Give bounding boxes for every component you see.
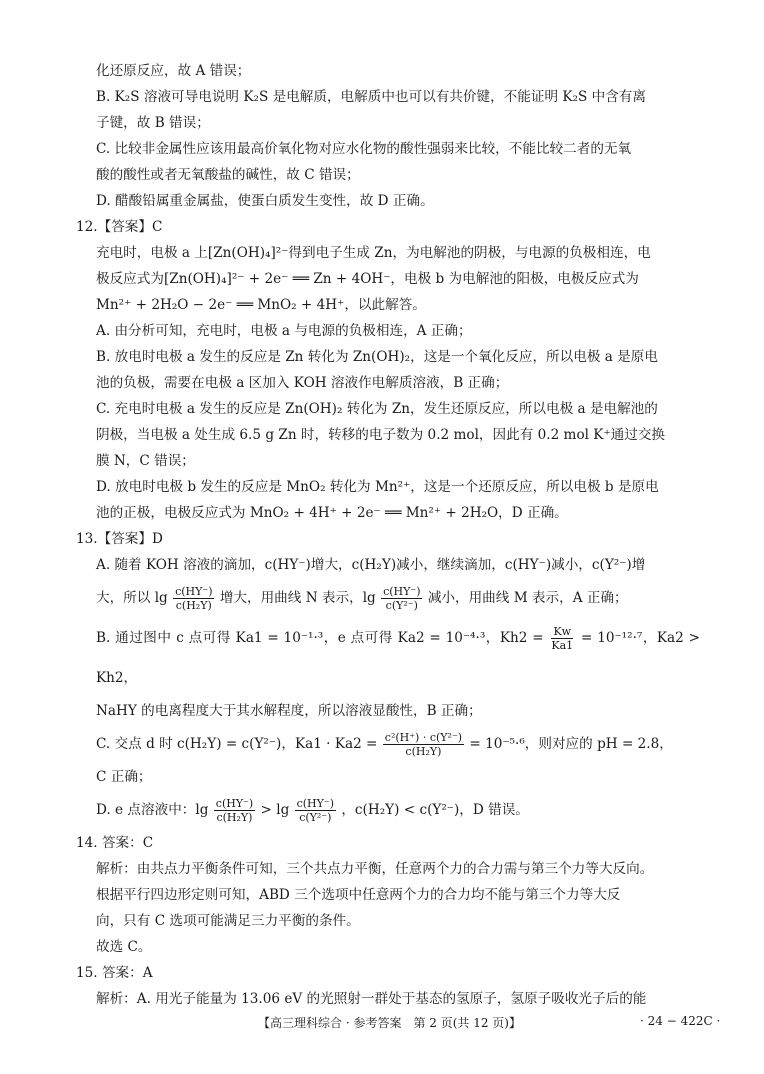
- q13-option-a: A. 随着 KOH 溶液的滴加，c(HY⁻)增大，c(H₂Y)减小，继续滴加，c(HY⁻)减小，c(Y²⁻)增: [96, 557, 646, 573]
- fraction: $\frac{c(HY^-)}{\text{c(H₂Y)}}$: [175, 585, 213, 612]
- fraction: $\frac{\text{c²(H⁺) · c(Y²⁻)}}{\text{c(H₂Y)}}$: [384, 731, 463, 758]
- q12-option-a: A. 由分析可知，充电时，电极 a 与电源的负极相连，A 正确；: [96, 323, 472, 339]
- q13-option-b: NaHY 的电离程度大于其水解程度，所以溶液显酸性，B 正确；: [96, 703, 482, 719]
- q12-option-c: 阴极，当电极 a 处生成 6.5 g Zn 时，转移的电子数为 0.2 mol，因此有 0.2 mol K⁺通过交换: [96, 427, 666, 443]
- q11-line: D. 醋酸铅属重金属盐，使蛋白质发生变性，故 D 正确。: [96, 193, 434, 209]
- q11-line: 酸的酸性或者无氧酸盐的碱性，故 C 错误；: [96, 167, 360, 183]
- fraction: $\frac{Kw}{Ka1}$: [551, 625, 574, 652]
- q12-option-b: 池的负极，需要在电极 a 区加入 KOH 溶液作电解质溶液，B 正确；: [96, 375, 509, 391]
- q13-option-c: C 正确；: [96, 769, 152, 785]
- q13-option-c: C. 交点 d 时 c(H₂Y) = c(Y²⁻)，Ka1 · Ka2 = $\frac{\text{c²(H⁺) · c(Y²⁻)}}{\text{c(H₂Y)}}$ = 10⁻⁵·⁶，则对应的 pH = 2.8，: [96, 731, 673, 758]
- q15-header: 15. 答案：A: [76, 965, 153, 981]
- q12-option-d: 池的正极，电极反应式为 MnO₂ + 4H⁺ + 2e⁻ ══ Mn²⁺ + 2H₂O，D 正确。: [96, 505, 568, 521]
- footer-code: · 24 − 422C ·: [640, 1014, 721, 1028]
- q14-line: 故选 C。: [96, 939, 152, 955]
- q11-line: B. K₂S 溶液可导电说明 K₂S 是电解质，电解质中也可以有共价键，不能证明 K₂S 中含有离: [96, 89, 646, 105]
- q11-line: 化还原反应，故 A 错误；: [96, 63, 251, 79]
- q14-line: 解析：由共点力平衡条件可知，三个共点力平衡，任意两个力的合力需与第三个力等大反向。: [96, 861, 654, 877]
- q12-header: 12.【答案】C: [76, 219, 163, 235]
- q11-line: 子键，故 B 错误；: [96, 115, 210, 131]
- q12-line: 极反应式为[Zn(OH)₄]²⁻ + 2e⁻ ══ Zn + 4OH⁻，电极 b 为电解池的阳极，电极反应式为: [96, 271, 639, 287]
- q13-header: 13.【答案】D: [76, 531, 163, 547]
- q15-line: 解析：A. 用光子能量为 13.06 eV 的光照射一群处于基态的氢原子，氢原子吸收光子后的能: [96, 991, 647, 1007]
- fraction: $\frac{c(HY^-)}{\text{c(H₂Y)}}$: [215, 797, 254, 824]
- q12-line: 充电时，电极 a 上[Zn(OH)₄]²⁻得到电子生成 Zn，为电解池的阴极，与电源的负极相连，电: [96, 245, 651, 261]
- q14-line: 向，只有 C 选项可能满足三力平衡的条件。: [96, 913, 360, 929]
- q14-header: 14. 答案：C: [76, 835, 154, 851]
- q12-option-b: B. 放电时电极 a 发生的反应是 Zn 转化为 Zn(OH)₂，这是一个氧化反应，所以电极 a 是原电: [96, 349, 658, 365]
- fraction: $\frac{c(HY^-)}{\text{c(Y²⁻)}}$: [296, 797, 335, 824]
- q12-line: Mn²⁺ + 2H₂O − 2e⁻ ══ MnO₂ + 4H⁺，以此解答。: [96, 297, 426, 313]
- answer-content: [76, 58, 700, 1012]
- q12-option-c: 膜 N，C 错误；: [96, 453, 195, 469]
- q13-option-d: D. e 点溶液中：lg $\frac{c(HY^-)}{\text{c(H₂Y)}}$ > lg $\frac{c(HY^-)}{\text{c(Y²⁻)}}$ ，c(H₂Y) < c(Y²⁻)，D 错误。: [96, 797, 529, 824]
- q12-option-c: C. 充电时电极 a 发生的反应是 Zn(OH)₂ 转化为 Zn，发生还原反应，所以电极 a 是电解池的: [96, 401, 658, 417]
- q14-line: 根据平行四边形定则可知，ABD 三个选项中任意两个力的合力均不能与第三个力等大反: [96, 887, 621, 903]
- q12-option-d: D. 放电时电极 b 发生的反应是 MnO₂ 转化为 Mn²⁺，这是一个还原反应，所以电极 b 是原电: [96, 479, 659, 495]
- q13-option-b: B. 通过图中 c 点可得 Ka1 = 10⁻¹·³，e 点可得 Ka2 = 10⁻⁴·³，Kh2 = $\frac{Kw}{Ka1}$ = 10⁻¹²·⁷，Ka2 > Kh2，: [96, 625, 700, 686]
- fraction: $\frac{c(HY^-)}{\text{c(Y²⁻)}}$: [383, 585, 421, 612]
- q13-option-a: 大，所以 lg $\frac{c(HY^-)}{\text{c(H₂Y)}}$ 增大，用曲线 N 表示，lg $\frac{c(HY^-)}{\text{c(Y²⁻)}}$ 减小，用曲线 M 表示，A 正确；: [96, 585, 628, 612]
- q11-line: C. 比较非金属性应该用最高价氧化物对应水化物的酸性强弱来比较，不能比较二者的无氧: [96, 141, 632, 157]
- footer-page-info: 【高三理科综合 · 参考答案 第 2 页(共 12 页)】: [258, 1016, 521, 1030]
